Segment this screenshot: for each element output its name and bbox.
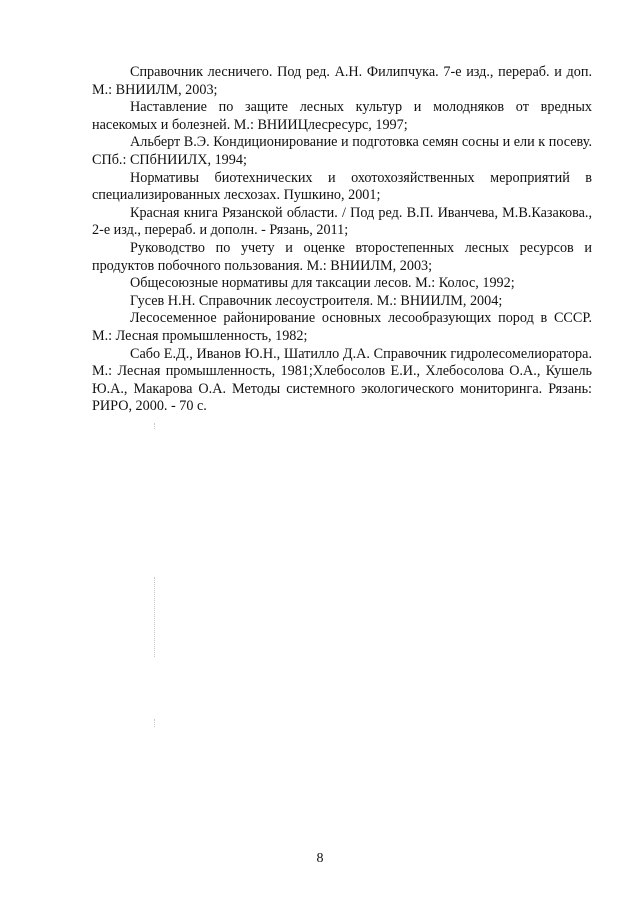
reference-item: Нормативы биотехнических и охотохозяйственных мероприятий в специализированных лесхозах. Пушкино, 2001; (92, 169, 592, 204)
reference-item: Наставление по защите лесных культур и молодняков от вредных насекомых и болезней. М.: ВНИИЦлесресурс, 1997; (92, 99, 592, 133)
reference-item: Альберт В.Э. Кондиционирование и подготовка семян сосны и ели к посеву. СПб.: СПбНИИЛХ, 1994; (92, 134, 592, 168)
page-number: 8 (316, 851, 324, 866)
scan-margin-mark (154, 719, 155, 727)
reference-item: Лесосеменное районирование основных лесообразующих пород в СССР. М.: Лесная промышленность, 1982; (92, 310, 592, 344)
reference-item: Справочник лесничего. Под ред. А.Н. Филипчука. 7-е изд., перераб. и доп. М.: ВНИИЛМ, 2003; (92, 64, 592, 98)
reference-item: Гусев Н.Н. Справочник лесоустроителя. М.: ВНИИЛМ, 2004; (130, 292, 503, 309)
reference-item: Общесоюзные нормативы для таксации лесов. М.: Колос, 1992; (130, 275, 515, 292)
reference-item: Красная книга Рязанской области. / Под ред. В.П. Иванчева, М.В.Казакова., 2-е изд., перераб. и дополн. - Рязань, 2011; (92, 204, 592, 239)
scan-margin-mark (154, 577, 155, 657)
reference-item: Руководство по учету и оценке второстепенных лесных ресурсов и продуктов побочного пользования. М.: ВНИИЛМ, 2003; (92, 239, 592, 274)
reference-item: Сабо Е.Д., Иванов Ю.Н., Шатилло Д.А. Справочник гидролесомелиоратора. М.: Лесная промышленность, 1981;Хлебосолов Е.И., Хлебосолова О.А., Кушель Ю.А., Макарова О.А. Методы системного экологического мониторинга. Рязань: РИРО, 2000. - 70 с. (92, 345, 592, 415)
scan-margin-mark (154, 423, 155, 429)
reference-list (92, 64, 592, 416)
